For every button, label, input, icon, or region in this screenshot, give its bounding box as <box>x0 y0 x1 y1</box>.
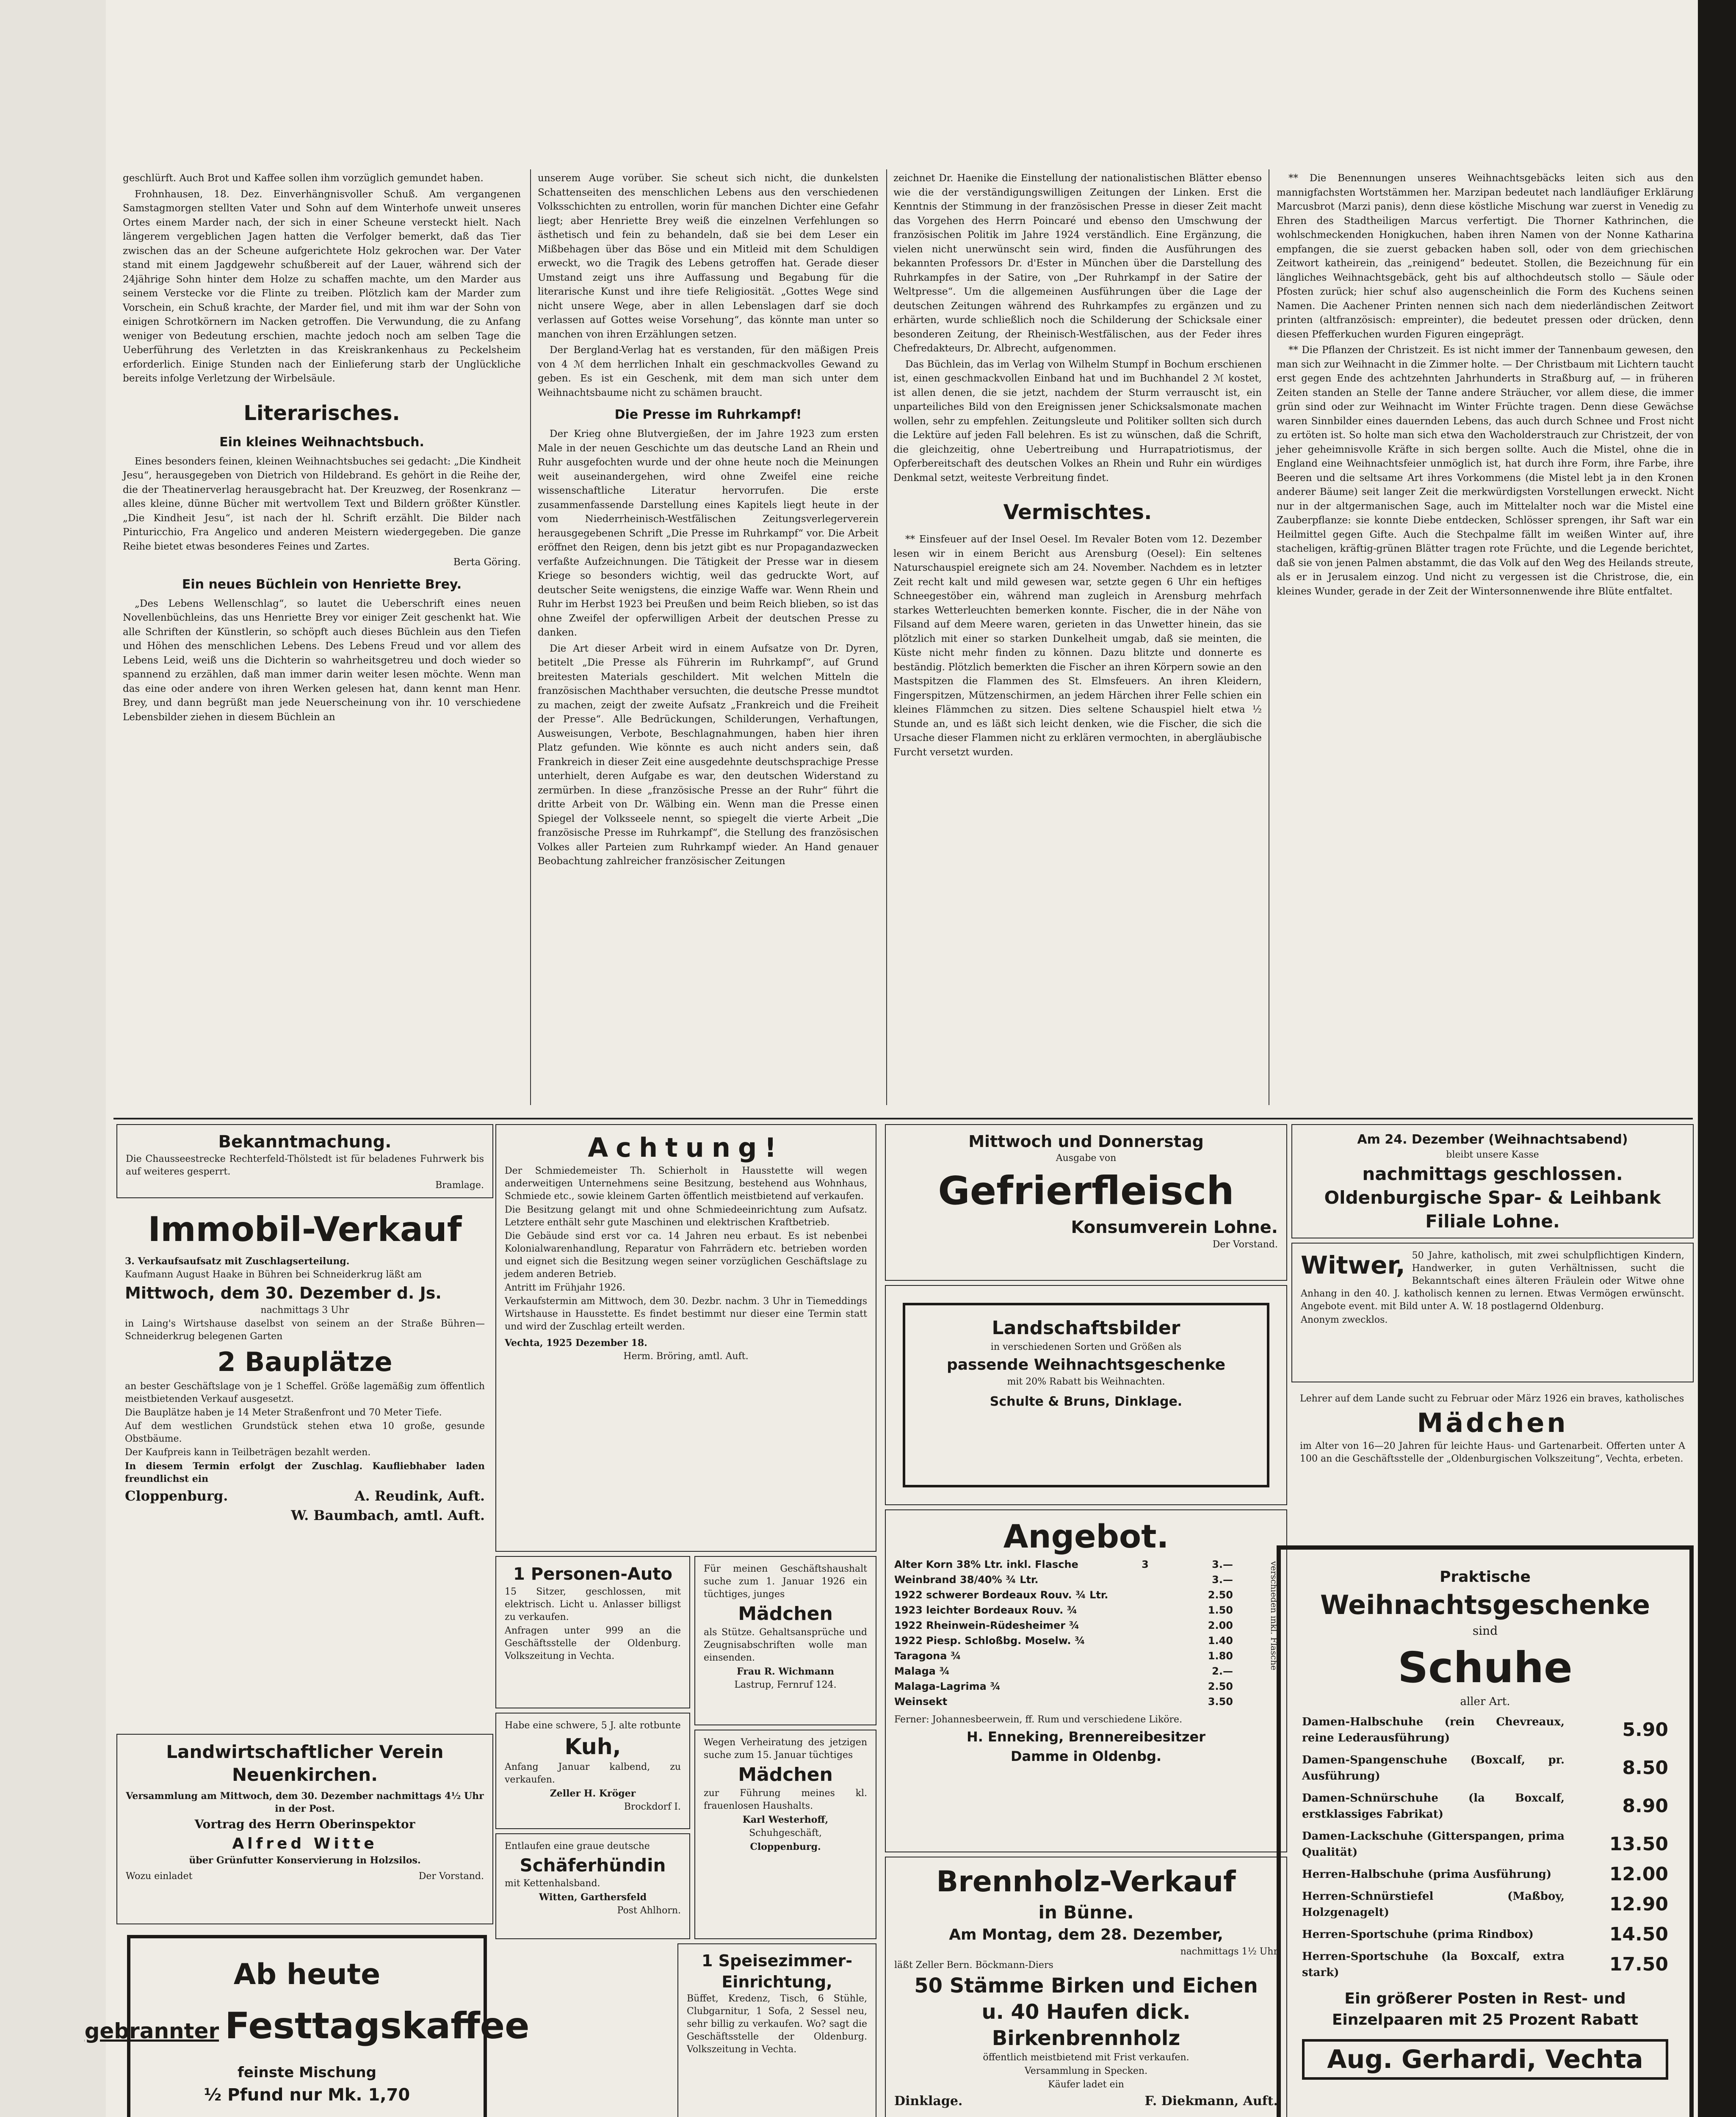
price-item: 1923 leichter Bordeaux Rouv. ¾ <box>894 1604 1078 1616</box>
ad-title: Festtagskaffee <box>225 2005 530 2047</box>
price-value: 1.80 <box>1208 1650 1233 1662</box>
ad-text: Die Besitzung gelangt mit und ohne Schmiedeeinrichtung zum Aufsatz. Letztere enthält sehr gute Maschinen und elektrischen Kraftbetrieb. <box>505 1205 867 1228</box>
price-item: Taragona ¾ <box>894 1650 961 1662</box>
price-row <box>894 1572 1233 1587</box>
ad-text: läßt Zeller Bern. Böckmann-Diers <box>894 1960 1053 1971</box>
ad-title: nachmittags geschlossen. <box>1362 1164 1623 1184</box>
ad-text: 3. Verkaufsaufsatz mit Zuschlagserteilung. <box>125 1256 350 1267</box>
ad-text: Die Bauplätze haben je 14 Meter Straßenfront und 70 Meter Tiefe. <box>125 1407 442 1418</box>
ad-text: Ferner: Johannesbeerwein, ff. Rum und verschiedene Liköre. <box>894 1714 1183 1725</box>
ad-schaeferhuendin <box>495 1833 690 1939</box>
ad-text: Verkaufstermin am Mittwoch, dem 30. Dezbr. nachm. 3 Uhr in Tiemeddings Wirtshause in Hausstette. Es findet bestimmt nur dieser eine Termin statt und wird der Zuschlag erteilt werden. <box>505 1296 867 1332</box>
ad-signature: Der Vorstand. <box>418 1871 484 1882</box>
ad-text: Der Kaufpreis kann in Teilbeträgen bezahlt werden. <box>125 1447 371 1458</box>
ad-date: Am Montag, dem 28. Dezember, <box>949 1926 1223 1943</box>
ad-signature: Herm. Bröring, amtl. Auft. <box>623 1351 749 1362</box>
ad-text: 15 Sitzer, geschlossen, mit elektrisch. Licht u. Anlasser billigst zu verkaufen. <box>505 1586 681 1622</box>
ad-place: Brockdorf I. <box>624 1802 681 1812</box>
ad-bekanntmachung <box>116 1124 493 1198</box>
price-item: 1922 Piesp. Schloßbg. Moselw. ¾ <box>894 1635 1085 1647</box>
article-text: geschlürft. Auch Brot und Kaffee sollen ihm vorzüglich gemundet haben. <box>123 173 484 184</box>
price-row <box>894 1557 1233 1572</box>
ad-time: nachmittags 3 Uhr <box>260 1305 349 1316</box>
ad-title: Immobil-Verkauf <box>148 1210 462 1249</box>
ad-angebot <box>885 1509 1287 1852</box>
ad-landwirtschaftlicher-verein <box>116 1734 493 1924</box>
ad-title: Neuenkirchen. <box>232 1764 378 1785</box>
ad-title: Schäferhündin <box>520 1855 666 1876</box>
ad-advertiser: Aug. Gerhardi, Vechta <box>1302 2039 1668 2080</box>
ad-achtung <box>495 1124 876 1552</box>
column-rule <box>886 169 887 1105</box>
price-list <box>894 1557 1233 1709</box>
price-item: Malaga ¾ <box>894 1665 950 1677</box>
shoe-item: Herren-Halbschuhe (prima Ausführung) <box>1302 1868 1552 1881</box>
price-row <box>894 1633 1233 1648</box>
shoe-item: Damen-Spangenschuhe (Boxcalf, pr. Ausführung) <box>1302 1754 1565 1783</box>
article-text: zeichnet Dr. Haenike die Einstellung der nationalistischen Blätter ebenso wie die der verständigungswilligen Zeitungen der Linken. Erst die Kenntnis der Stimmung in der französischen Presse in dieser Zeit macht das Vorgehen des Herrn Poincaré und ebenso den Umschwung der französischen Politik im Jahre 1924 verständlich. Eine Ergänzung, die vielen nicht unerwünscht sein wird, finden die Ausführungen des bekannten Professors Dr. d'Ester in München über die Darstellung des Ruhrkampfes in der Satire, von „Der Ruhrkampf in der Satire der Weltpresse“. Um die allgemeinen Ausführungen über die Lage der deutschen Zeitungen während des Ruhrkampfes zu ergänzen und zu erhärten, wurde schließlich noch die Schilderung der Schicksale einer besonderen Zeitung, der Rheinisch-Westfälischen, aus der Feder ihres Chefredakteurs, Dr. Albrecht, aufgenommen. <box>893 173 1262 354</box>
left-scan-margin <box>0 0 106 2117</box>
shoe-price: 5.90 <box>1622 1719 1668 1741</box>
ad-title: Kuh, <box>564 1734 621 1760</box>
price-value: 3.— <box>1212 1574 1233 1586</box>
ad-text: sind <box>1472 1624 1498 1638</box>
ad-time: nachmittags 1½ Uhr <box>1180 1946 1278 1957</box>
ad-place: Post Ahlhorn. <box>617 1905 681 1916</box>
ad-signature: Bramlage. <box>435 1180 484 1191</box>
price-value: 2.— <box>1212 1665 1233 1677</box>
ad-text: bleibt unsere Kasse <box>1446 1150 1539 1160</box>
ad-personen-auto <box>495 1556 690 1708</box>
article-heading: Ein kleines Weihnachtsbuch. <box>219 434 424 450</box>
article-text: Der Bergland-Verlag hat es verstanden, für den mäßigen Preis von 4 ℳ dem herrlichen Inhalt ein geschmackvolles Gewand zu geben. Es ist ein Geschenk, mit dem man sich unter dem Weihnachtsbaume nicht zu schämen braucht. <box>538 345 879 398</box>
ad-signature: Der Vorstand. <box>1212 1239 1278 1250</box>
ad-subtitle: u. 40 Haufen dick. Birkenbrennholz <box>981 2000 1191 2050</box>
price-row <box>894 1603 1233 1618</box>
ad-schuhe <box>1277 1545 1694 2117</box>
ad-name: Alfred Witte <box>232 1835 378 1852</box>
ad-maedchen-lehrer <box>1291 1387 1694 1543</box>
ad-text: Anfang Januar kalbend, zu verkaufen. <box>505 1762 681 1785</box>
ad-text: Am 24. Dezember (Weihnachtsabend) <box>1357 1132 1628 1147</box>
ad-title: Schuhe <box>1398 1643 1573 1692</box>
ad-text: Lehrer auf dem Lande sucht zu Februar oder März 1926 ein braves, katholisches <box>1300 1393 1684 1404</box>
ad-title: Mädchen <box>738 1603 833 1625</box>
ad-text: 50 Jahre, katholisch, mit zwei schulpflichtigen Kindern, Handwerker, in guten Verhältnissen, sucht die Bekanntschaft eines älteren Fräulein oder Witwe ohne Anhang in den 40. J. katholisch kennen zu lernen. Etwas Vermögen erwünscht. Angebote event. mit Bild unter A. W. 18 postlagernd Oldenburg. <box>1301 1250 1684 1312</box>
article-text: Die Art dieser Arbeit wird in einem Aufsatze von Dr. Dyren, betitelt „Die Presse als Führerin im Ruhrkampf“, auf Grund breitesten Materials geschildert. Mit welchen Mitteln die französischen Machthaber versuchten, die deutsche Presse mundtot zu machen, zeigt der zweite Aufsatz „Frankreich und die Freiheit der Presse“. Alle Bedrückungen, Schilderungen, Verhaftungen, Ausweisungen, Verbote, Beschlagnahmungen, haben hier ihren Platz gefunden. Wie könnte es auch nicht anders sein, daß Frankreich in dieser Zeit eine ausgedehnte deutschsprachige Presse unterhielt, deren Aufgabe es war, den deutschen Widerstand zu zermürben. In diese „französische Presse an der Ruhr“ führt die dritte Arbeit von Dr. Wälbing ein. Wenn man die Presse einen Spiegel der Volksseele nennt, so spiegelt die vierte Arbeit „Die französische Presse im Ruhrkampf“, die Stellung des französischen Volkes aller Parteien zum Ruhrkampf wieder. An Hand genauer Beobachtung zahlreicher französischer Zeitungen <box>538 643 879 867</box>
ad-text: Anonym zwecklos. <box>1301 1315 1388 1325</box>
shoe-row <box>1302 1790 1668 1822</box>
shoe-price: 13.50 <box>1609 1833 1668 1855</box>
ad-festtagskaffee <box>84 1935 530 2117</box>
price-value: 2.50 <box>1208 1680 1233 1692</box>
ad-place: Vechta, 1925 Dezember 18. <box>505 1338 647 1349</box>
ad-text: In diesem Termin erfolgt der Zuschlag. Kaufliebhaber laden freundlichst ein <box>125 1461 485 1484</box>
shoe-price: 8.50 <box>1622 1757 1668 1779</box>
ad-subtitle: passende Weihnachtsgeschenke <box>946 1356 1226 1374</box>
ad-signature: Schulte & Bruns, Dinklage. <box>990 1394 1183 1409</box>
shoe-row <box>1302 1828 1668 1860</box>
ad-place: Dinklage. <box>894 2094 963 2109</box>
article-text: ** Einsfeuer auf der Insel Oesel. Im Revaler Boten vom 12. Dezember lesen wir in einem Bericht aus Arensburg (Oesel): Ein seltenes Naturschauspiel ereignete sich am 24. November. Nachdem es in letzter Zeit recht kalt und mild gewesen war, setzte gegen 6 Uhr ein heftiges Schneegestöber ein, während man zugleich in Arensburg mehrfach starkes Wetterleuchten bemerken konnte. Fischer, die in der Nähe von Filsand auf dem Meere waren, gerieten in das Unwetter hinein, das sie plötzlich mit einer so starken Dunkelheit umgab, daß sie meinten, die Küste nicht mehr finden zu können. Dazu blitzte und donnerte es beständig. Plötzlich bemerkten die Fischer an ihren Körpern sowie an den Mastspitzen die Flammen des St. Elmsfeuers. An ihren Kleidern, Fingerspitzen, Mützenschirmen, an jedem Härchen ihrer Felle schien ein kleines Flämmchen zu sitzen. Dies seltene Schauspiel hielt etwa ½ Stunde an, und es läßt sich leicht denken, wie die Fischer, die sich die Ursache dieser Flammen nicht zu erklären vermochten, in abergläubische Furcht versetzt wurden. <box>893 534 1262 758</box>
price-value: 1.40 <box>1208 1635 1233 1647</box>
ad-title: Angebot. <box>1003 1517 1169 1555</box>
ad-title: Mädchen <box>738 1764 833 1785</box>
column-rule <box>530 169 531 1105</box>
ad-text: Für meinen Geschäftshaushalt suche zum 1. Januar 1926 ein tüchtiges, junges <box>704 1564 867 1600</box>
ad-text: als Stütze. Gehaltsansprüche und Zeugnisabschriften wolle man einsenden. <box>704 1627 867 1663</box>
ad-text: Die Chausseestrecke Rechterfeld-Thölstedt ist für beladenes Fuhrwerk bis auf weiteres gesperrt. <box>126 1154 484 1177</box>
ad-text: Ausgabe von <box>1056 1153 1117 1164</box>
column-1 <box>123 171 521 1114</box>
price-row <box>894 1648 1233 1664</box>
price-item: Weinbrand 38/40% ¾ Ltr. <box>894 1574 1039 1586</box>
ad-maedchen-westerhoff <box>694 1730 876 1939</box>
ad-text: mit Kettenhalsband. <box>505 1878 600 1889</box>
shoe-row <box>1302 1926 1668 1943</box>
article-text: unserem Auge vorüber. Sie scheut sich nicht, die dunkelsten Schattenseiten des menschlichen Lebens aus den verschiedenen Volksschichten zu entrollen, worin für manchen Dichter eine Gefahr liegt; aber Henriette Brey weiß die einzelnen Verfehlungen so ästhetisch und fein zu behandeln, daß sie bei dem Leser ein Mißbehagen über das Böse und ein Mitleid mit dem Schuldigen erweckt, wo die Tragik des Lebens getroffen hat. Gerade dieser Umstand zeigt uns ihre Auffassung und Begabung für die literarische Kunst und ihre tiefe Religiosität. „Gottes Wege sind nicht unsere Wege, aber in allen Lebenslagen darf sie doch verlassen auf Gottes weise Vorsehung“, das könnte man unter so manchen von ihren Erzählungen setzen. <box>538 173 879 340</box>
ad-landschaftsbilder <box>903 1303 1269 1487</box>
ad-title: Landschaftsbilder <box>992 1317 1180 1339</box>
price-value: 2.00 <box>1208 1620 1233 1631</box>
shoe-item: Damen-Schnürschuhe (la Boxcalf, erstklassiges Fabrikat) <box>1302 1792 1565 1821</box>
price-row <box>894 1679 1233 1694</box>
ad-title: Gefrierfleisch <box>938 1168 1234 1213</box>
article-text: Das Büchlein, das im Verlag von Wilhelm Stumpf in Bochum erschienen ist, einen geschmackvollen Einband hat und im Buchhandel 2 ℳ kostet, ist allen denen, die sie jetzt, nachdem der Sturm verrauscht ist, ein unparteiliches Bild von den Ereignissen jener Schicksalsmonate machen wollen, sehr zu empfehlen. Zeitungsleute und Politiker sollten sich durch die Lektüre auf jeden Fall belehren. Es ist zu wünschen, daß die Schrift, die gleichzeitig, ohne Uebertreibung und Hurrapatriotismus, der Opferbereitschaft des deutschen Volkes an Rhein und Ruhr ein würdiges Denkmal setzt, weiteste Verbreitung findet. <box>893 359 1262 484</box>
ad-text: Die Gebäude sind erst vor ca. 14 Jahren neu erbaut. Es ist nebenbei Kolonialwarenhandlung, Reparatur von Fahrrädern etc. betrieben worden und eignet sich die Besitzung wegen seiner vorzüglichen Geschäftslage zu jedem anderen Betrieb. <box>505 1231 867 1280</box>
shoe-item: Herren-Sportschuhe (la Boxcalf, extra stark) <box>1302 1950 1565 1979</box>
shoe-price: 8.90 <box>1622 1795 1668 1817</box>
price-item: Weinsekt <box>894 1696 948 1708</box>
ad-text: Wozu einladet <box>126 1871 193 1882</box>
ad-title: Bekanntmachung. <box>218 1132 392 1152</box>
price-item: Alter Korn 38% Ltr. inkl. Flasche <box>894 1559 1078 1570</box>
article-heading: Die Presse im Ruhrkampf! <box>614 407 802 422</box>
ad-text: mit 20% Rabatt bis Weihnachten. <box>1007 1376 1165 1387</box>
ad-place: Damme in Oldenbg. <box>1010 1748 1162 1764</box>
ad-text: an bester Geschäftslage von je 1 Scheffel. Größe lagemäßig zum öffentlich meistbietenden Verkauf ausgesetzt. <box>125 1381 485 1404</box>
price-value: 3.50 <box>1208 1696 1233 1708</box>
shoe-price: 17.50 <box>1609 1954 1668 1975</box>
ad-maedchen-wichmann <box>694 1556 876 1725</box>
ad-place: Cloppenburg. <box>125 1488 228 1504</box>
price-value: 3.— <box>1212 1559 1233 1570</box>
ad-text: im Alter von 16—20 Jahren für leichte Haus- und Gartenarbeit. Offerten unter A 100 an die Geschäftsstelle der „Oldenburgischen Volkszeitung“, Vechta, erbeten. <box>1300 1441 1685 1464</box>
price-row <box>894 1664 1233 1679</box>
shoe-price: 12.00 <box>1609 1863 1668 1885</box>
ad-signature: F. Diekmann, Auft. <box>1144 2094 1278 2109</box>
ad-place: Lastrup, Fernruf 124. <box>734 1680 837 1690</box>
ad-text: Büffet, Kredenz, Tisch, 6 Stühle, Clubgarnitur, 1 Sofa, 2 Sessel neu, sehr billig zu verkaufen. Wo? sagt die Geschäftsstelle der Oldenburg. Volkszeitung in Vechta. <box>687 1993 867 2055</box>
ad-subtitle: 2 Bauplätze <box>217 1346 393 1377</box>
ad-text: Versammlung am Mittwoch, dem 30. Dezember nachmittags 4½ Uhr in der Post. <box>126 1791 484 1814</box>
price-list <box>1302 1714 1668 1981</box>
ad-text: Vortrag des Herrn Oberinspektor <box>194 1817 415 1831</box>
ad-speisezimmer <box>677 1943 876 2117</box>
ad-text: über Grünfutter Konservierung in Holzsilos. <box>189 1855 421 1866</box>
ad-title: Brennholz-Verkauf <box>936 1865 1236 1899</box>
price-value: 1.50 <box>1208 1604 1233 1616</box>
ad-text: Antritt im Frühjahr 1926. <box>505 1282 625 1293</box>
shoe-item: Damen-Halbschuhe (rein Chevreaux, reine Lederausführung) <box>1302 1716 1565 1744</box>
ad-text: Versammlung in Specken. <box>1024 2066 1148 2076</box>
section-heading-literarisches: Literarisches. <box>243 401 400 425</box>
ad-title: Achtung! <box>588 1132 784 1163</box>
ad-signature: Frau R. Wichmann <box>737 1666 834 1677</box>
ad-advertiser: Konsumverein Lohne. <box>1071 1218 1278 1237</box>
price-row <box>894 1618 1233 1633</box>
shoe-row <box>1302 1714 1668 1746</box>
shoe-item: Herren-Schnürstiefel (Maßboy, Holzgenagelt) <box>1302 1890 1565 1919</box>
ad-signature: W. Baumbach, amtl. Auft. <box>291 1507 485 1523</box>
ad-text: Praktische <box>1440 1568 1531 1586</box>
ad-title: Mädchen <box>1417 1407 1568 1438</box>
price-item: 1922 Rheinwein-Rüdesheimer ¾ <box>894 1620 1080 1631</box>
shoe-price: 14.50 <box>1609 1924 1668 1945</box>
ad-text: Habe eine schwere, 5 J. alte rotbunte <box>505 1720 681 1731</box>
shoe-row <box>1302 1888 1668 1921</box>
ad-place: in Bünne. <box>1038 1902 1134 1923</box>
ad-title: 1 Personen-Auto <box>513 1564 672 1584</box>
ad-text: Kaufmann August Haake in Bühren bei Schneiderkrug läßt am <box>125 1269 422 1280</box>
ad-text: öffentlich meistbietend mit Frist verkaufen. <box>983 2052 1189 2063</box>
ad-price: ½ Pfund nur Mk. 1,70 <box>204 2085 410 2105</box>
column-3 <box>893 171 1262 1114</box>
ad-text: aller Art. <box>1460 1695 1510 1708</box>
ad-title: 1 Speisezimmer-Einrichtung, <box>701 1951 853 1991</box>
ad-text: Wegen Verheiratung des jetzigen suche zum 15. Januar tüchtiges <box>704 1737 867 1760</box>
ad-title: Landwirtschaftlicher Verein <box>166 1741 444 1762</box>
ad-immobil-verkauf <box>116 1202 493 1730</box>
ad-title: Witwer, <box>1301 1251 1405 1280</box>
ad-offer: Ein größerer Posten in Rest- und Einzelpaaren mit 25 Prozent Rabatt <box>1332 1990 1639 2029</box>
ad-subtitle: 50 Stämme Birken und Eichen <box>914 1974 1258 1998</box>
article-text: Eines besonders feinen, kleinen Weihnachtsbuches sei gedacht: „Die Kindheit Jesu“, herausgegeben von Dietrich von Hildebrand. Es gehört in die Reihe der, die der Theatinerverlag herausgebracht hat. Der Kreuzweg, der Rosenkranz — alles kleine, dünne Bücher mit wertvollem Text und Bildern größter Künstler. „Die Kindheit Jesu“, ist nach der hl. Schrift erzählt. Die Bilder nach Pinturicchio, Fra Angelico und anderen Meistern wiedergegeben. Die ganze Reihe bietet etwas besonderes Feines und Zartes. <box>123 456 521 552</box>
ad-signature: Karl Westerhoff, <box>742 1814 829 1825</box>
ad-witwer <box>1291 1243 1694 1382</box>
ad-gefrierfleisch <box>885 1124 1287 1281</box>
ad-kuh <box>495 1713 690 1829</box>
ad-side-note: verschieden inkl. Flasche <box>1269 1561 1279 1671</box>
ad-text: Auf dem westlichen Grundstück stehen etwa 10 große, gesunde Obstbäume. <box>125 1421 485 1444</box>
shoe-row <box>1302 1948 1668 1981</box>
ad-text: Entlaufen eine graue deutsche <box>505 1841 650 1852</box>
article-signature: Berta Göring. <box>453 557 521 568</box>
ad-brennholz-verkauf <box>885 1857 1287 2117</box>
article-text: ** Die Benennungen unseres Weihnachtsgebäcks leiten sich aus den mannigfachsten Wortstämmen her. Marzipan bedeutet nach landläufiger Erklärung Marcusbrot (Marzi panis), denn diese köstliche Mischung war zuerst in Venedig zu Ehren des Stadtheiligen Marcus verfertigt. Die Thorner Kathrinchen, die wohlschmeckenden Honigkuchen, haben ihren Namen von der Nonne Katharina empfangen, die sie zuerst gebacken haben soll, oder von dem griechischen Zeitwort katheirein, das „reinigend“ bedeutet. Stollen, die Bezeichnung für ein längliches Weihnachtsgebäck, geht bis auf althochdeutsch stollo — Säule oder Pfosten zurück; hier schuf also augenscheinlich die Form des Kuchens seinen Namen. Die Aachener Printen nennen sich nach dem niederländischen Zeitwort printen (altfranzösisch: empreinter), die bedeutet pressen oder drücken, denn diesen Pfefferkuchen wurden Figuren eingeprägt. <box>1277 173 1694 340</box>
ad-signature: Zeller H. Kröger <box>550 1788 636 1799</box>
shoe-price: 12.90 <box>1609 1893 1668 1915</box>
ad-text: feinste Mischung <box>238 2064 376 2081</box>
price-value: 2.50 <box>1208 1589 1233 1601</box>
right-scan-border <box>1698 0 1736 2117</box>
article-heading: Ein neues Büchlein von Henriette Brey. <box>182 577 462 592</box>
shoe-row <box>1302 1752 1668 1784</box>
ad-place: Cloppenburg. <box>750 1841 821 1852</box>
ad-signature: Witten, Garthersfeld <box>539 1892 647 1903</box>
ad-text: in verschiedenen Sorten und Größen als <box>990 1342 1182 1352</box>
section-heading-vermischtes: Vermischtes. <box>1003 500 1152 524</box>
article-text: Der Krieg ohne Blutvergießen, der im Jahre 1923 zum ersten Male in der neuen Geschichte um das deutsche Land an Rhein und Ruhr ausgefochten wurde und der ohne heute noch die Meinungen weit auseinandergehen, wird ohne Zweifel eine reiche wissenschaftliche Literatur hervorrufen. Die erste zusammenfassende Darstellung eines Kapitels liegt heute in der vom Niederrheinisch-Westfälischen Zeitungsverlegerverein herausgegebenen Schrift „Die Presse im Ruhrkampf“ vor. Die Arbeit eröffnet den Reigen, denn bis jetzt gibt es nur Propagandazwecken verfaßte Aufzeichnungen. Die Tätigkeit der Presse war in diesem Kriege so besonders wichtig, weil das gedruckte Wort, auf deutscher Seite wenigstens, die einzige Waffe war. Wenn Rhein und Ruhr im Herbst 1923 bei Preußen und beim Reich blieben, so ist das ohne Zweifel der opferwilligen Arbeit der deutschen Presse zu danken. <box>538 428 879 638</box>
ad-title: Ab heute <box>233 1958 381 1991</box>
ad-title: Weihnachtsgeschenke <box>1320 1589 1650 1620</box>
article-frohnhausen: Frohnhausen, 18. Dez. Einverhängnisvoller Schuß. Am vergangenen Samstagmorgen stellten Vater und Sohn auf dem Winterhofe unweit unseres Ortes einem Marder nach, der sich in einer Scheune versteckt hielt. Nach längerem vergeblichen Jagen hatten die Verfolger bemerkt, daß das Tier zwischen das an der Scheune aufgerichtete Holz gekrochen war. Der Vater stand mit einem Jagdgewehr schußbereit auf der Lauer, während sich der 24jährige Sohn hinter dem Holze zu schaffen machte, um den Marder aus seinem Verstecke vor die Flinte zu treiben. Plötzlich kam der Marder zum Vorschein, ein Schuß krachte, der Marder fiel, und mit ihm war der Sohn von einigen Schrotkörnern im Nacken getroffen. Die Verwundung, die zu Anfang weniger von Bedeutung erschien, machte jedoch noch am selben Tage die Ueberführung des Verletzten in das Kreiskrankenhaus zu Peckelsheim erforderlich. Einige Stunden nach der Einlieferung starb der Unglückliche bereits infolge Verletzung der Wirbelsäule. <box>123 188 521 384</box>
column-2 <box>538 171 879 1114</box>
ad-title: gebrannter <box>84 2019 219 2043</box>
shoe-row <box>1302 1863 1668 1885</box>
shoe-item: Herren-Sportschuhe (prima Rindbox) <box>1302 1928 1534 1941</box>
ad-signature: Schuhgeschäft, <box>749 1828 822 1838</box>
ad-kasse-geschlossen <box>1291 1124 1694 1238</box>
ad-signature: A. Reudink, Auft. <box>354 1488 485 1504</box>
section-rule <box>113 1118 1693 1119</box>
price-qty: 3 <box>1142 1559 1149 1570</box>
ad-text: in Laing's Wirtshause daselbst von seinem an der Straße Bühren—Schneiderkrug belegenen Garten <box>125 1318 485 1342</box>
price-row <box>894 1694 1233 1709</box>
article-text: „Des Lebens Wellenschlag“, so lautet die Ueberschrift eines neuen Novellenbüchleins, das uns Henriette Brey vor einiger Zeit geschenkt hat. Wie alle Schriften der Künstlerin, so schöpft auch dieses Büchlein aus den Tiefen und Höhen des menschlichen Lebens. Des Lebens Freud und vor allem des Lebens Leid, weiß uns die Dichterin so wahrheitsgetreu und doch wieder so spannend zu erzählen, daß man immer darin weiter lesen möchte. Wenn man das eine oder andere von ihren Werken gelesen hat, dann kennt man Henr. Brey, und dann begrüßt man jede Neuerscheinung von ihr. 10 verschiedene Lebensbilder ziehen in diesem Büchlein an <box>123 598 521 723</box>
ad-signature: H. Enneking, Brennereibesitzer <box>966 1729 1206 1745</box>
price-item: Malaga-Lagrima ¾ <box>894 1680 1001 1692</box>
shoe-item: Damen-Lackschuhe (Gitterspangen, prima Qualität) <box>1302 1830 1565 1859</box>
ad-title: Mittwoch und Donnerstag <box>968 1132 1204 1151</box>
price-row <box>894 1587 1233 1603</box>
ad-text: Der Schmiedemeister Th. Schierholt in Hausstette will wegen anderweitigen Unternehmens seine Besitzung, bestehend aus Wohnhaus, Schmiede etc., sowie kleinem Garten öffentlich meistbietend auf verkaufen. <box>505 1166 867 1202</box>
ad-advertiser: Oldenburgische Spar- & Leihbank <box>1324 1187 1661 1208</box>
ad-date: Mittwoch, dem 30. Dezember d. Js. <box>125 1284 442 1302</box>
ad-landschaftsbilder-wrap <box>885 1285 1287 1505</box>
ad-text: zur Führung meines kl. frauenlosen Haushalts. <box>704 1788 867 1811</box>
ad-text: Käufer ladet ein <box>1048 2079 1124 2090</box>
article-text: ** Die Pflanzen der Christzeit. Es ist nicht immer der Tannenbaum gewesen, den man sich zur Weihnacht in die Zimmer holte. — Der Christbaum mit Lichtern taucht erst gegen Ende des achtzehnten Jahrhunderts in Straßburg auf, — in früheren Zeiten standen an Stelle der Tanne andere Sträucher, vor allem diese, die immer grün sind oder zur Weihnacht im Winter Früchte tragen. Denn diese Gewächse waren Sinnbilder eines dauernden Lebens, das auch durch Schnee und Frost nicht zu ertöten ist. So holte man sich etwa den Wacholderstrauch zur Christzeit, der von jeher geheimnisvolle Kräfte in sich bergen sollte. Auch die Mistel, ohne die in England eine Weihnachtsfeier unmöglich ist, hat durch ihre Form, ihre Farbe, ihre Beeren und die seltsame Art ihres Vorkommens (die Mistel lebt ja in den Kronen anderer Bäume) seit langer Zeit die merkwürdigsten Vorstellungen erweckt. Nicht nur in der altgermanischen Sage, auch im Mittelalter noch war die Mistel eine Zauberpflanze: sie konnte Diebe entdecken, Schlösser sprengen, ihr Saft war ein Heilmittel gegen Gifte. Auch die Stechpalme fällt im weißen Winter auf, ihre stacheligen, kräftig-grünen Blätter tragen rote Früchte, und die Legende berichtet, daß sie von jenen Palmen abstammt, die das Volk auf den Weg des Heilands streute, als er in Jerusalem einzog. Und nicht zu vergessen ist die Christrose, die, ein kleines Wunder, gerade in der Zeit der Wintersonnenwende ihre Blüte entfaltet. <box>1277 345 1694 597</box>
ad-advertiser: Filiale Lohne. <box>1425 1211 1560 1232</box>
ad-text: Anfragen unter 999 an die Geschäftsstelle der Oldenburg. Volkszeitung in Vechta. <box>505 1625 681 1661</box>
column-4 <box>1277 171 1694 1114</box>
price-item: 1922 schwerer Bordeaux Rouv. ¾ Ltr. <box>894 1589 1108 1601</box>
